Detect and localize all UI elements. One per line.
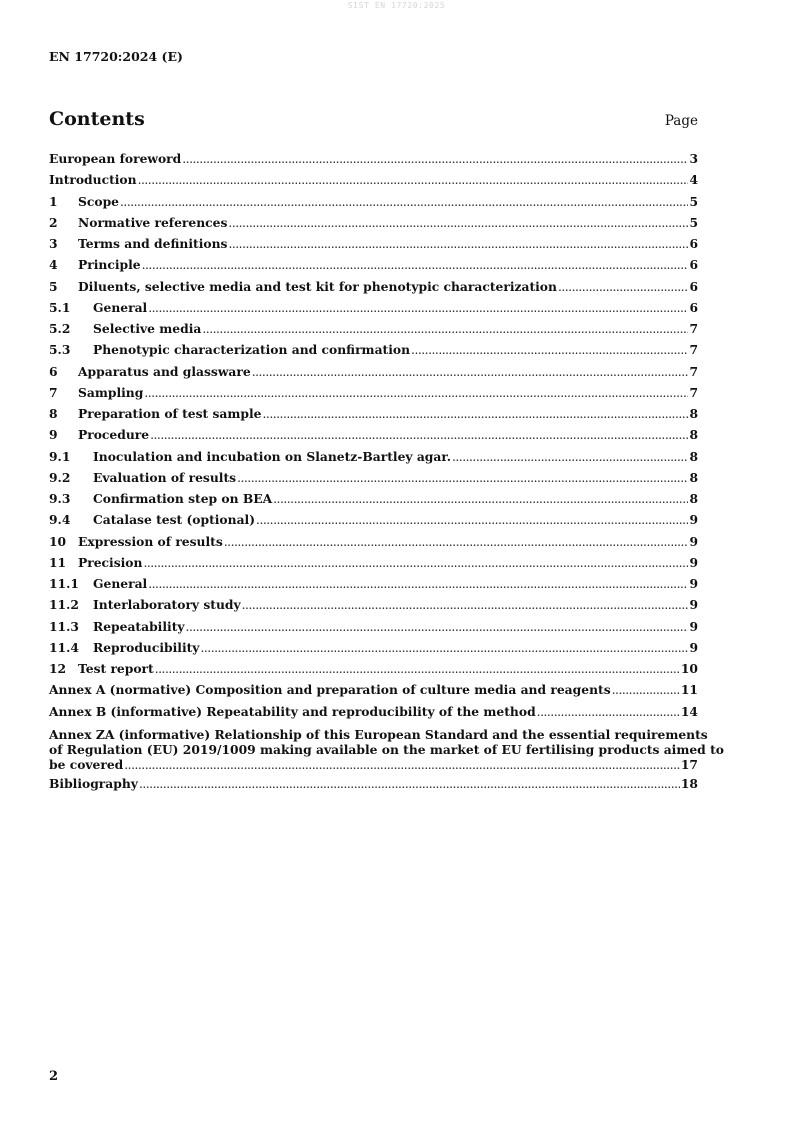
- toc-entry[interactable]: [49, 364, 698, 385]
- toc-entry-page: 8: [689, 448, 698, 464]
- toc-entry-page: 9: [689, 576, 698, 591]
- toc-entry-number: 9.1: [49, 448, 71, 464]
- toc-entry-number: 11.1: [49, 576, 79, 591]
- toc-entry-number: 5.2: [49, 321, 71, 336]
- toc-entry-number: 12: [49, 661, 67, 676]
- toc-entry[interactable]: [49, 491, 698, 512]
- toc-entry[interactable]: [49, 555, 698, 576]
- toc-entry-number: 11.4: [49, 639, 79, 655]
- toc-entry-title: Normative references: [78, 214, 228, 230]
- toc-dot-leader: [143, 556, 688, 570]
- watermark: SIST EN 17720:2025: [347, 1, 446, 10]
- toc-entry-number: 9.3: [49, 491, 71, 506]
- toc-entry-title: Principle: [78, 257, 141, 273]
- toc-entry-title: Expression of results: [78, 533, 223, 549]
- toc-entry-page: 9: [689, 618, 698, 634]
- toc-dot-leader: [537, 705, 680, 719]
- toc-dot-leader: [252, 365, 689, 379]
- toc-entry-title: General: [93, 299, 148, 315]
- toc-entry[interactable]: [49, 300, 698, 321]
- toc-dot-leader: [150, 428, 688, 442]
- toc-dot-leader: [148, 301, 688, 315]
- toc-entry-title: Apparatus and glassware: [78, 363, 251, 379]
- toc-entry-page: 8: [689, 406, 698, 421]
- toc-entry-page: 6: [689, 257, 698, 273]
- toc-entry-page: 4: [689, 172, 698, 188]
- contents-heading: Contents: [49, 108, 145, 130]
- toc-entry-number: 11: [49, 554, 67, 570]
- toc-entry-title: Annex A (normative) Composition and preparation of culture media and reagents: [49, 682, 611, 698]
- toc-entry-page: 8: [689, 427, 698, 443]
- toc-entry-number: 5.3: [49, 342, 71, 358]
- toc-entry-page: 6: [689, 278, 698, 294]
- toc-dot-leader: [228, 216, 688, 230]
- toc-entry-number: 11.2: [49, 597, 79, 613]
- toc-entry-number: 9: [49, 427, 58, 443]
- toc-entry-title: Phenotypic characterization and confirmation: [93, 342, 411, 358]
- toc-entry[interactable]: [49, 640, 698, 661]
- toc-entry-page: 3: [689, 151, 698, 166]
- toc-entry-annex-za[interactable]: [49, 726, 724, 773]
- toc-dot-leader: [202, 322, 688, 336]
- toc-entry[interactable]: [49, 236, 698, 257]
- toc-dot-leader: [148, 577, 688, 591]
- toc-entry-title: Test report: [78, 661, 154, 676]
- toc-entry-page: 7: [689, 342, 698, 358]
- toc-entry-title: Selective media: [93, 321, 202, 336]
- toc-dot-leader: [155, 662, 680, 676]
- toc-entry-title: Inoculation and incubation on Slanetz-Bartley agar.: [93, 448, 451, 464]
- toc-dot-leader: [237, 471, 688, 485]
- toc-entry-title: General: [93, 576, 148, 591]
- toc-entry[interactable]: [49, 427, 698, 448]
- toc-entry-number: 9.4: [49, 512, 71, 528]
- toc-entry-page: 9: [689, 512, 698, 528]
- toc-dot-leader: [200, 641, 688, 655]
- toc-entry-page: 7: [689, 321, 698, 336]
- toc-entry-title: Annex B (informative) Repeatability and reproducibility of the method: [49, 703, 536, 719]
- toc-dot-leader: [558, 280, 689, 294]
- toc-entry-page: 5: [689, 214, 698, 230]
- toc-dot-leader: [139, 777, 680, 791]
- toc-entry-number: 6: [49, 363, 58, 379]
- toc-entry-title: Repeatability: [93, 618, 185, 634]
- toc-entry-title: Bibliography: [49, 775, 138, 791]
- toc-dot-leader: [142, 258, 689, 272]
- toc-dot-leader: [186, 620, 689, 634]
- toc-entry-title-line: Annex ZA (informative) Relationship of this European Standard and the essential requirements: [49, 726, 708, 742]
- toc-dot-leader: [138, 173, 689, 187]
- toc-entry-number: 7: [49, 384, 58, 400]
- toc-entry-title: Sampling: [78, 384, 144, 400]
- toc-dot-leader: [182, 152, 688, 166]
- toc-entry-number: 3: [49, 236, 58, 251]
- toc-entry-page: 11: [680, 682, 698, 698]
- toc-entry[interactable]: [49, 534, 698, 555]
- toc-entry-page: 6: [689, 299, 698, 315]
- toc-entry-title: Procedure: [78, 427, 150, 443]
- toc-entry-page: 9: [689, 554, 698, 570]
- toc-dot-leader: [120, 195, 688, 209]
- toc-entry-title: Introduction: [49, 172, 137, 188]
- toc-entry-title: Scope: [78, 193, 119, 209]
- toc-entry-title: Diluents, selective media and test kit for phenotypic characterization: [78, 278, 557, 294]
- toc-dot-leader: [452, 450, 688, 464]
- toc-dot-leader: [263, 407, 689, 421]
- toc-dot-leader: [273, 492, 688, 506]
- toc-entry-title: Interlaboratory study: [93, 597, 241, 613]
- toc-entry-title: Confirmation step on BEA: [93, 491, 273, 506]
- toc-dot-leader: [144, 386, 688, 400]
- toc-entries: [49, 151, 698, 725]
- toc-entry-number: 5.1: [49, 299, 71, 315]
- toc-entry-page: 7: [689, 363, 698, 379]
- toc-entry-page: 17: [680, 756, 698, 772]
- toc-entry[interactable]: [49, 321, 698, 342]
- toc-entry-page: 9: [689, 639, 698, 655]
- toc-entry-title-line: of Regulation (EU) 2019/1009 making available on the market of EU fertilising products aimed to: [49, 741, 724, 757]
- toc-entry[interactable]: [49, 682, 698, 703]
- toc-entry[interactable]: [49, 661, 698, 682]
- toc-entry-number: 1: [49, 193, 58, 209]
- toc-entry[interactable]: [49, 449, 698, 470]
- toc-dot-leader: [256, 513, 688, 527]
- page-number: 2: [49, 1069, 59, 1084]
- toc-entry[interactable]: [49, 194, 698, 215]
- toc-entry-number: 5: [49, 278, 58, 294]
- toc-entry-page: 18: [680, 775, 698, 791]
- toc-dot-leader: [612, 683, 680, 697]
- toc-dot-leader: [242, 598, 689, 612]
- page-column-label: Page: [664, 113, 698, 129]
- toc-entry[interactable]: [49, 342, 698, 363]
- toc-dot-leader: [224, 535, 689, 549]
- toc-entry-title: Reproducibility: [93, 639, 200, 655]
- toc-entry-page: 10: [680, 661, 698, 676]
- toc-entry-page: 9: [689, 533, 698, 549]
- toc-dot-leader: [124, 758, 680, 773]
- toc-entry[interactable]: [49, 151, 698, 172]
- toc-dot-leader: [228, 237, 688, 251]
- toc-dot-leader: [411, 343, 688, 357]
- toc-entry-page: 7: [689, 384, 698, 400]
- toc-entry-page: 8: [689, 469, 698, 485]
- toc-entry-number: 4: [49, 257, 58, 273]
- toc-entry-title-line: be covered: [49, 756, 124, 772]
- toc-entry-page: 6: [689, 236, 698, 251]
- toc-entry-page: 14: [680, 703, 698, 719]
- toc-entry[interactable]: [49, 385, 698, 406]
- toc-entry-title: European foreword: [49, 151, 182, 166]
- toc-entry[interactable]: [49, 619, 698, 640]
- toc-entry-title: Evaluation of results: [93, 469, 237, 485]
- toc-entry[interactable]: [49, 597, 698, 618]
- toc-entry-page: 9: [689, 597, 698, 613]
- toc-entry-title: Catalase test (optional): [93, 512, 256, 528]
- toc-entry[interactable]: [49, 257, 698, 278]
- toc-entry[interactable]: [49, 576, 698, 597]
- toc-entry[interactable]: [49, 512, 698, 533]
- toc-entry-title: Preparation of test sample: [78, 406, 262, 421]
- toc-entry-bibliography[interactable]: [49, 776, 698, 797]
- toc-entry-title: Precision: [78, 554, 143, 570]
- toc-entry[interactable]: [49, 470, 698, 491]
- toc-entry[interactable]: [49, 704, 698, 725]
- table-of-contents: [49, 151, 724, 797]
- toc-entry-number: 8: [49, 406, 58, 421]
- toc-entry-number: 9.2: [49, 469, 71, 485]
- toc-entry[interactable]: [49, 406, 698, 427]
- toc-entry-number: 10: [49, 533, 67, 549]
- toc-entry-page: 5: [689, 193, 698, 209]
- toc-entry[interactable]: [49, 172, 698, 193]
- toc-entry-title: Terms and definitions: [78, 236, 228, 251]
- toc-entry[interactable]: [49, 215, 698, 236]
- toc-entry-page: 8: [689, 491, 698, 506]
- document-id: EN 17720:2024 (E): [49, 49, 183, 64]
- toc-entry[interactable]: [49, 279, 698, 300]
- toc-entry-number: 11.3: [49, 618, 79, 634]
- toc-entry-number: 2: [49, 214, 58, 230]
